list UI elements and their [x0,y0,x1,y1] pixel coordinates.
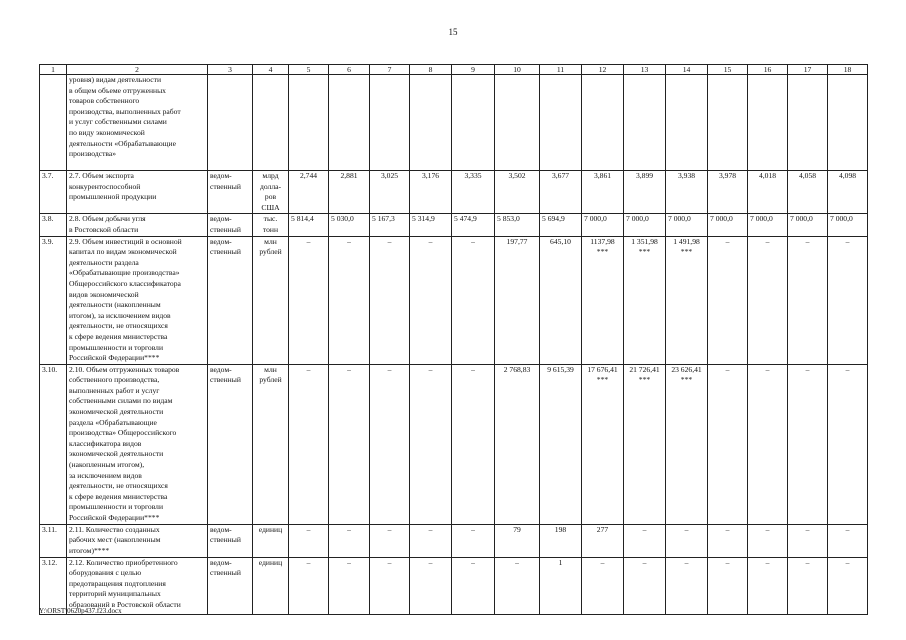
column-number-cell: 12 [582,65,624,75]
value-cell [788,75,828,171]
value-cell: 3,938 [666,171,708,214]
value-cell: – [410,557,452,614]
value-cell: – [748,364,788,524]
column-number-cell: 10 [495,65,540,75]
column-number-cell: 6 [329,65,370,75]
value-cell: – [788,236,828,364]
indicators-table [39,64,868,615]
column-number-cell: 17 [788,65,828,75]
value-cell: 5 814,4 [289,214,329,236]
column-number-cell: 15 [708,65,748,75]
value-cell: 7 000,0 [708,214,748,236]
value-cell: 1 491,98 *** [666,236,708,364]
unit-cell: млн рублей [253,236,289,364]
column-number-cell: 2 [67,65,208,75]
table-row [40,524,868,557]
value-cell: – [708,557,748,614]
value-cell: – [624,557,666,614]
value-cell: 1 351,98 *** [624,236,666,364]
value-cell: – [370,557,410,614]
value-cell: 3,502 [495,171,540,214]
value-cell: 3,025 [370,171,410,214]
value-cell: 3,677 [540,171,582,214]
value-cell: 5 167,3 [370,214,410,236]
value-cell [708,75,748,171]
data-source-cell: ведом- ственный [208,557,253,614]
column-number-cell: 14 [666,65,708,75]
value-cell: 5 853,0 [495,214,540,236]
value-cell: 7 000,0 [624,214,666,236]
value-cell: 1137,98 *** [582,236,624,364]
value-cell: 7 000,0 [748,214,788,236]
data-source-cell: ведом- ственный [208,364,253,524]
data-source-cell: ведом- ственный [208,171,253,214]
value-cell: 5 314,9 [410,214,452,236]
table-row [40,236,868,364]
value-cell: 2,881 [329,171,370,214]
value-cell: – [452,236,495,364]
value-cell: – [410,524,452,557]
indicator-name-cell: уровня) видам деятельности в общем объеме отгруженных товаров собственного производства, выполненных работ и услуг собственными силами по виду экономической деятельности «Обрабатывающие производства» [67,75,208,171]
data-source-cell: ведом- ственный [208,236,253,364]
row-number-cell: 3.8. [40,214,67,236]
unit-cell: тыс. тонн [253,214,289,236]
value-cell: – [708,524,748,557]
value-cell: – [828,364,868,524]
indicator-name-cell: 2.9. Объем инвестиций в основной капитал по видам экономической деятельности раздела «Обрабатывающие производства» Общероссийского классификатора видов экономической деятельности (накопленным итогом), за исключением видов деятельности, не относящихся к сфере ведения министерства промышленности и торговли Российской Федерации**** [67,236,208,364]
value-cell: – [666,557,708,614]
value-cell: – [329,236,370,364]
column-number-cell: 9 [452,65,495,75]
value-cell: 3,978 [708,171,748,214]
value-cell: – [828,236,868,364]
value-cell: – [289,364,329,524]
unit-cell: млн рублей [253,364,289,524]
column-number-cell: 11 [540,65,582,75]
value-cell [540,75,582,171]
value-cell: 7 000,0 [788,214,828,236]
indicator-name-cell: 2.7. Объем экспорта конкурентоспособной промышленной продукции [67,171,208,214]
value-cell: 5 694,9 [540,214,582,236]
value-cell: – [748,524,788,557]
data-source-cell: ведом- ственный [208,214,253,236]
indicator-name-cell: 2.12. Количество приобретенного оборудования с целью предотвращения подтопления территорий муниципальных образований в Ростовской области [67,557,208,614]
column-number-cell: 4 [253,65,289,75]
value-cell: – [828,557,868,614]
value-cell: 21 726,41 *** [624,364,666,524]
value-cell: – [666,524,708,557]
indicator-name-cell: 2.10. Объем отгруженных товаров собственного производства, выполненных работ и услуг собственными силами по видам экономической деятельности раздела «Обрабатывающие производства» Общероссийского классификатора видов экономической деятельности (накопленным итогом), за исключением видов деятельности, не относящихся к сфере ведения министерства промышленности и торговли Российской Федерации**** [67,364,208,524]
value-cell: – [410,236,452,364]
value-cell: 3,176 [410,171,452,214]
value-cell: 7 000,0 [582,214,624,236]
value-cell: – [452,364,495,524]
value-cell: 3,335 [452,171,495,214]
data-source-cell [208,75,253,171]
value-cell [748,75,788,171]
value-cell: 1 [540,557,582,614]
value-cell [289,75,329,171]
value-cell: 645,10 [540,236,582,364]
table-row [40,364,868,524]
table-row [40,214,868,236]
value-cell: – [788,557,828,614]
indicator-name-cell: 2.11. Количество созданных рабочих мест (накопленным итогом)**** [67,524,208,557]
unit-cell: единиц [253,557,289,614]
table-row [40,557,868,614]
value-cell: 17 676,41 *** [582,364,624,524]
value-cell [624,75,666,171]
unit-cell: млрд долла- ров США [253,171,289,214]
value-cell: – [708,364,748,524]
row-number-cell: 3.7. [40,171,67,214]
table-row [40,171,868,214]
value-cell: 2,744 [289,171,329,214]
value-cell: 7 000,0 [666,214,708,236]
value-cell: 198 [540,524,582,557]
value-cell [828,75,868,171]
value-cell: 4,058 [788,171,828,214]
value-cell: 2 768,83 [495,364,540,524]
value-cell: – [370,524,410,557]
value-cell [329,75,370,171]
value-cell: – [452,524,495,557]
column-number-cell: 7 [370,65,410,75]
column-number-cell: 5 [289,65,329,75]
value-cell: – [828,524,868,557]
value-cell: – [329,524,370,557]
value-cell [452,75,495,171]
value-cell: – [582,557,624,614]
value-cell: 5 474,9 [452,214,495,236]
value-cell: 197,77 [495,236,540,364]
row-number-cell [40,75,67,171]
value-cell: – [370,236,410,364]
table-header-row [40,65,868,75]
data-source-cell: ведом- ственный [208,524,253,557]
table-row [40,75,868,171]
column-number-cell: 8 [410,65,452,75]
value-cell [410,75,452,171]
value-cell: 5 030,0 [329,214,370,236]
value-cell: 79 [495,524,540,557]
value-cell: – [289,524,329,557]
column-number-cell: 18 [828,65,868,75]
column-number-cell: 3 [208,65,253,75]
value-cell: – [329,557,370,614]
value-cell: 7 000,0 [828,214,868,236]
value-cell: – [788,524,828,557]
page-number: 15 [448,27,458,37]
value-cell: – [452,557,495,614]
row-number-cell: 3.12. [40,557,67,614]
value-cell: – [748,236,788,364]
value-cell: – [788,364,828,524]
value-cell: 4,018 [748,171,788,214]
value-cell: 23 626,41 *** [666,364,708,524]
value-cell [582,75,624,171]
column-number-cell: 13 [624,65,666,75]
unit-cell: единиц [253,524,289,557]
value-cell: – [624,524,666,557]
file-path-footer: Y:\ORST\0620p437.f23.docx [39,607,122,615]
value-cell: 277 [582,524,624,557]
row-number-cell: 3.11. [40,524,67,557]
value-cell: 9 615,39 [540,364,582,524]
value-cell: – [289,557,329,614]
value-cell: – [495,557,540,614]
row-number-cell: 3.10. [40,364,67,524]
row-number-cell: 3.9. [40,236,67,364]
value-cell: 3,899 [624,171,666,214]
column-number-cell: 16 [748,65,788,75]
value-cell [495,75,540,171]
value-cell: – [289,236,329,364]
value-cell: 3,861 [582,171,624,214]
value-cell: – [708,236,748,364]
value-cell [370,75,410,171]
value-cell [666,75,708,171]
value-cell: – [329,364,370,524]
value-cell: – [410,364,452,524]
unit-cell [253,75,289,171]
value-cell: 4,098 [828,171,868,214]
value-cell: – [370,364,410,524]
column-number-cell: 1 [40,65,67,75]
indicator-name-cell: 2.8. Объем добычи угля в Ростовской области [67,214,208,236]
value-cell: – [748,557,788,614]
